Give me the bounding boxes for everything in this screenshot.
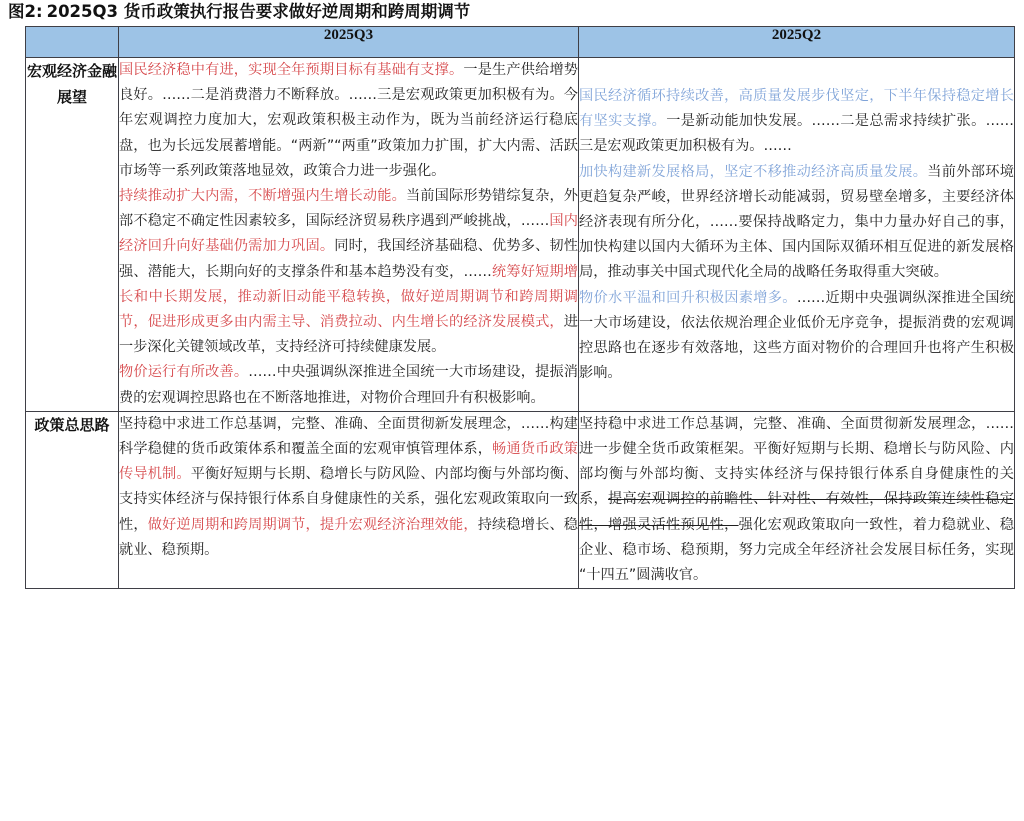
text-run-blue: 加快构建新发展格局，坚定不移推动经济高质量发展。 — [579, 163, 928, 180]
comparison-table — [25, 26, 1015, 589]
cell-q3-policy-approach — [119, 411, 579, 588]
table-header-q2: 2025Q2 — [579, 27, 1015, 58]
table-header — [26, 27, 1015, 58]
table-header-rowlabel — [26, 27, 119, 58]
cell-q2-policy-approach — [579, 411, 1015, 588]
paragraph — [579, 412, 1014, 588]
paragraph — [579, 160, 1014, 286]
text-run-red: 畅通货币政策传导机制。 — [119, 441, 578, 483]
text-run-plain: 当前国际形势错综复杂，外部不稳定不确定性因素较多，国际经济贸易秩序遇到严峻挑战，…… — [119, 188, 578, 230]
row-label-policy-approach: 政策总思路 — [26, 411, 119, 588]
figure-title — [8, 2, 1008, 22]
text-run-blue: 物价水平温和回升积极因素增多。 — [579, 289, 797, 306]
table-body — [26, 58, 1015, 589]
text-run-red: 持续推动扩大内需，不断增强内生增长动能。 — [119, 188, 406, 205]
text-run-plain: 同时，我国经济基础稳、优势多、韧性强、潜能大，长期向好的支撑条件和基本趋势没有变，…… — [119, 238, 578, 280]
text-run-plain: 强化宏观政策取向一致性，着力稳就业、稳企业、稳市场、稳预期，努力完成全年经济社会发展目标任务，实现“十四五”圆满收官。 — [579, 516, 1014, 584]
cell-q3-macro-outlook — [119, 58, 579, 412]
text-run-plain: 坚持稳中求进工作总基调，完整、准确、全面贯彻新发展理念，……构建科学稳健的货币政策体系和覆盖全面的宏观审慎管理体系， — [119, 415, 578, 458]
text-run-plain: 持续稳增长、稳就业、稳预期。 — [119, 516, 578, 558]
table-header-q3: 2025Q3 — [119, 27, 579, 58]
text-run-plain: 坚持稳中求进工作总基调，完整、准确、全面贯彻新发展理念，……进一步健全货币政策框架。平衡好短期与长期、稳增长与防风险、内部均衡与外部均衡、支持实体经济与保持银行体系自身健康性的关系， — [579, 415, 1014, 508]
text-run-plain: 平衡好短期与长期、稳增长与防风险、内部均衡与外部均衡、支持实体经济与保持银行体系自身健康性的关系，强化宏观政策取向一致性， — [119, 466, 578, 533]
cell-q2-macro-outlook — [579, 58, 1015, 412]
paragraph — [119, 412, 578, 563]
paragraph — [119, 184, 578, 360]
figure-label: 图2: — [8, 2, 43, 21]
text-run-plain: 一是新动能加快发展。……二是总需求持续扩张。……三是宏观政策更加积极有为。…… — [579, 113, 1014, 155]
text-run-red: 统筹好短期增长和中长期发展，推动新旧动能平稳转换，做好逆周期调节和跨周期调节，促进形成更多由内需主导、消费拉动、内生增长的经济发展模式， — [119, 263, 578, 331]
text-run-red: 国民经济稳中有进，实现全年预期目标有基础有支撑。 — [119, 62, 464, 78]
text-run-plain: 进一步深化关键领域改革，支持经济可持续健康发展。 — [119, 314, 578, 356]
table-row — [26, 411, 1015, 588]
figure-title-text: 2025Q3 货币政策执行报告要求做好逆周期和跨周期调节 — [46, 2, 471, 21]
text-run-blue: 国民经济循环持续改善，高质量发展步伐坚定，下半年保持稳定增长有坚实支撑。 — [579, 88, 1014, 130]
text-run-plain: 一是生产供给增势良好。……二是消费潜力不断释放。……三是宏观政策更加积极有为。今年宏观调控力度加大，宏观政策积极主动作为，既为当前经济运行稳底盘，也为长远发展蓄增能。“两新”“两重”政策加力扩围，扩大内需、活跃市场等一系列政策落地显效，政策合力进一步强化。 — [119, 62, 578, 179]
text-run-red: 做好逆周期和跨周期调节，提升宏观经济治理效能， — [147, 516, 478, 533]
text-run-plain: ……中央强调纵深推进全国统一大市场建设，提振消费的宏观调控思路也在不断落地推进，对物价合理回升有积极影响。 — [119, 364, 578, 406]
row-label-macro-outlook: 宏观经济金融展望 — [26, 58, 119, 412]
text-run-strike: 提高宏观调控的前瞻性、针对性、有效性，保持政策连续性稳定性，增强灵活性预见性， — [579, 491, 1014, 533]
text-run-plain: 当前外部环境更趋复杂严峻，世界经济增长动能减弱，贸易壁垒增多，主要经济体经济表现有所分化，……要保持战略定力，集中力量办好自己的事，加快构建以国内大循环为主体、国内国际双循环相互促进的新发展格局，推动事关中国式现代化全局的战略任务取得重大突破。 — [579, 163, 1014, 281]
cell-leading-gap — [579, 58, 1014, 84]
table-header-row — [26, 27, 1015, 58]
paragraph — [579, 84, 1014, 160]
text-run-red: 物价运行有所改善。 — [119, 364, 249, 381]
paragraph — [119, 58, 578, 184]
text-run-red: 国内经济回升向好基础仍需加力巩固。 — [119, 213, 578, 255]
table-row — [26, 58, 1015, 412]
text-run-plain: ……近期中央强调纵深推进全国统一大市场建设，依法依规治理企业低价无序竞争，提振消费的宏观调控思路也在逐步有效落地，这些方面对物价的合理回升也将产生积极影响。 — [579, 289, 1014, 382]
paragraph — [119, 360, 578, 410]
comparison-table-wrapper — [25, 26, 1014, 589]
paragraph — [579, 286, 1014, 387]
